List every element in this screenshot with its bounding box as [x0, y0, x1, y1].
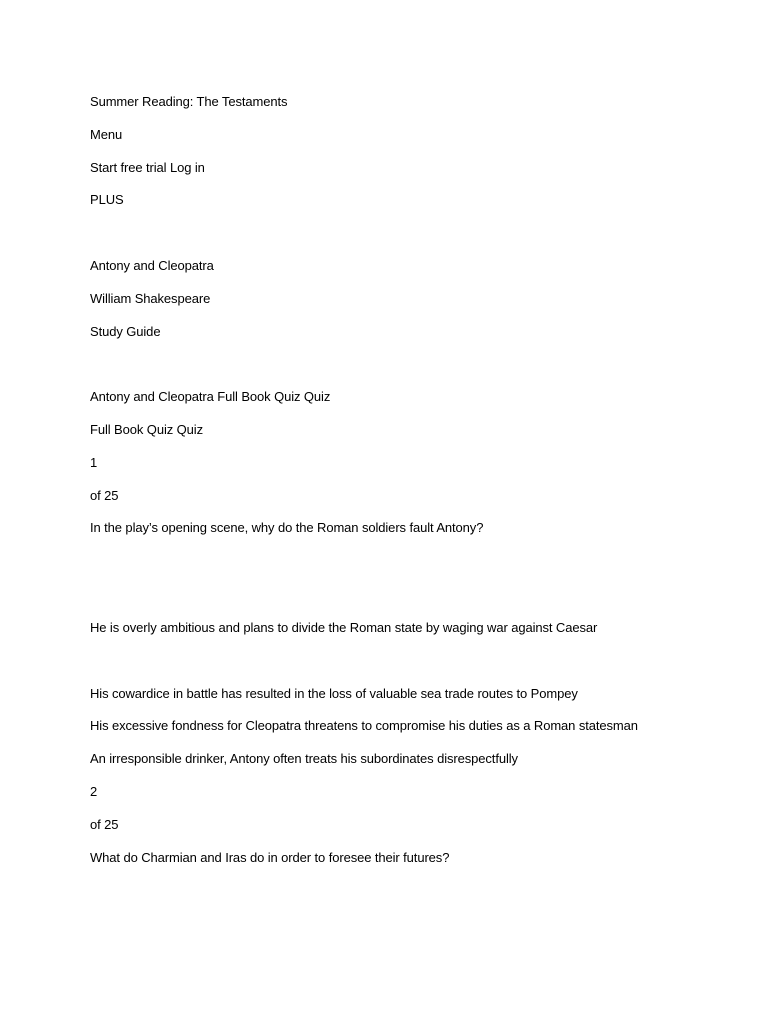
answer-option[interactable]: His cowardice in battle has resulted in the loss of valuable sea trade routes to Pompey	[90, 686, 578, 701]
answer-option[interactable]: His excessive fondness for Cleopatra threatens to compromise his duties as a Roman statesman	[90, 718, 638, 733]
start-free-trial-link[interactable]: Start free trial	[90, 160, 167, 175]
question-number: 1	[90, 455, 98, 470]
quiz-subheading: Full Book Quiz Quiz	[90, 422, 203, 437]
banner-text: Summer Reading: The Testaments	[90, 94, 288, 109]
plus-link[interactable]: PLUS	[90, 192, 124, 207]
question-total: of 25	[90, 488, 119, 503]
question-text: In the play’s opening scene, why do the Roman soldiers fault Antony?	[90, 520, 484, 535]
answer-option[interactable]: He is overly ambitious and plans to divide the Roman state by waging war against Caesar	[90, 620, 598, 635]
answer-option[interactable]: An irresponsible drinker, Antony often treats his subordinates disrespectfully	[90, 751, 518, 766]
section-label: Study Guide	[90, 324, 161, 339]
question-text: What do Charmian and Iras do in order to foresee their futures?	[90, 850, 450, 865]
question-total: of 25	[90, 817, 119, 832]
account-links	[90, 160, 205, 176]
menu-link[interactable]: Menu	[90, 127, 123, 142]
question-number: 2	[90, 784, 98, 799]
author-link[interactable]: William Shakespeare	[90, 291, 211, 306]
work-title: Antony and Cleopatra	[90, 258, 214, 273]
log-in-link[interactable]: Log in	[169, 160, 205, 175]
quiz-heading: Antony and Cleopatra Full Book Quiz Quiz	[90, 389, 331, 404]
